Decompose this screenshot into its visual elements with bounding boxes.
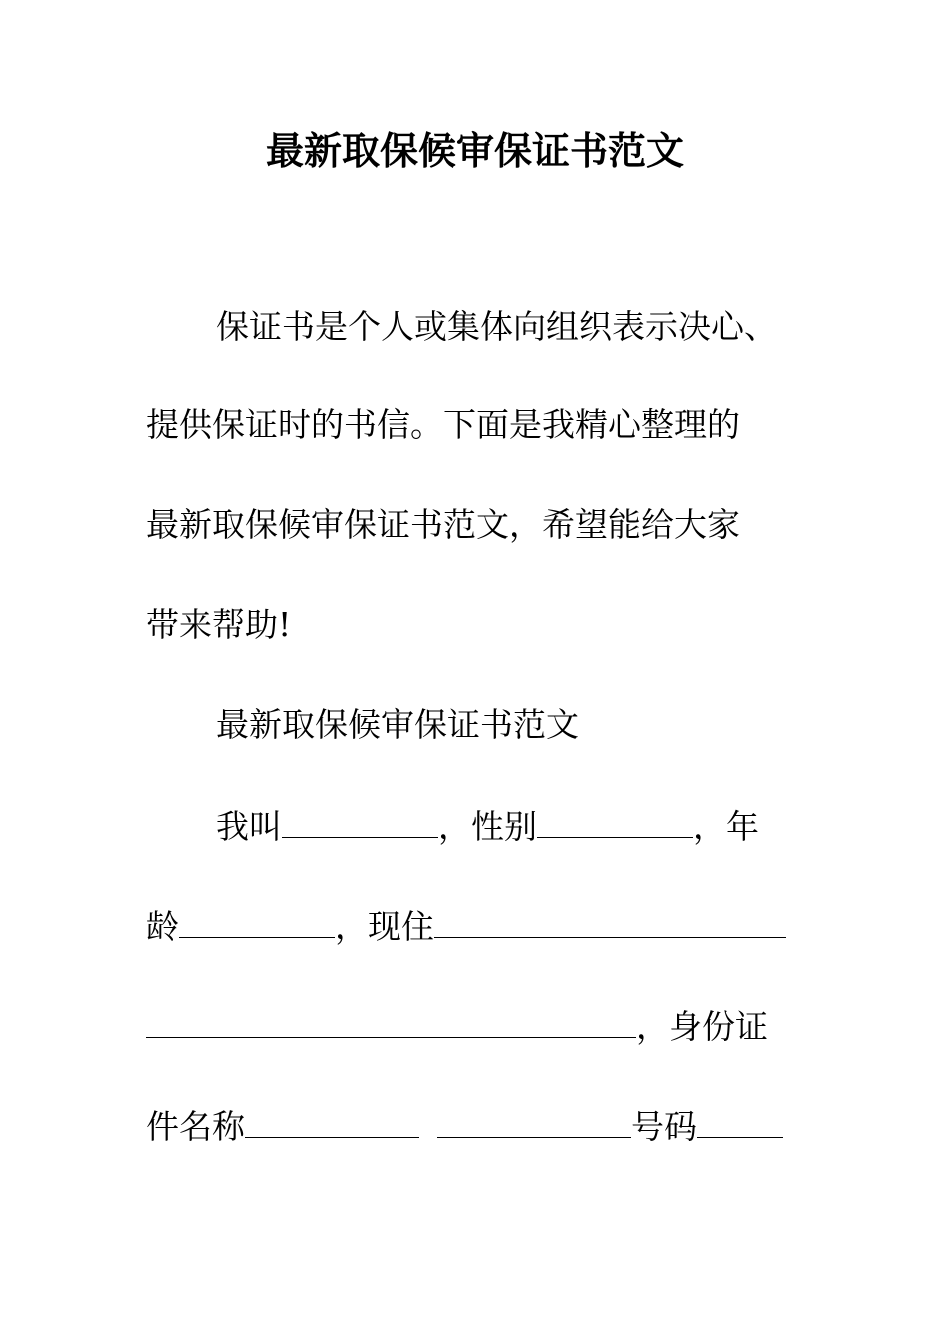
number-label: 号码 [631, 1107, 697, 1146]
address-blank-continued [146, 1003, 636, 1038]
id-type-blank [245, 1103, 419, 1138]
form-line-name-gender [216, 803, 759, 849]
gender-label: ，性别 [438, 807, 537, 846]
name-blank [282, 803, 438, 838]
form-line-age-address [146, 903, 786, 949]
id-label-end: 件名称 [146, 1107, 245, 1146]
paragraph-line: 提供保证时的书信。下面是我精心整理的 [146, 405, 740, 444]
form-line-address-cont [146, 1003, 768, 1049]
address-blank [434, 903, 786, 938]
paragraph-line: 保证书是个人或集体向组织表示决心、 [216, 307, 777, 346]
form-line-id [146, 1103, 783, 1149]
address-label: ，现住 [335, 907, 434, 946]
document-title: 最新取保候审保证书范文 [265, 129, 684, 173]
gender-blank [537, 803, 693, 838]
id-label-start: ，身份证 [636, 1007, 768, 1046]
age-label-start: ，年 [693, 807, 759, 846]
name-label: 我叫 [216, 807, 282, 846]
number-blank [697, 1103, 783, 1138]
age-blank [179, 903, 335, 938]
id-type-blank-2 [437, 1103, 631, 1138]
paragraph-line: 带来帮助! [146, 605, 292, 644]
age-label-end: 龄 [146, 907, 179, 946]
paragraph-line: 最新取保候审保证书范文，希望能给大家 [146, 505, 740, 544]
section-heading: 最新取保候审保证书范文 [216, 705, 579, 744]
